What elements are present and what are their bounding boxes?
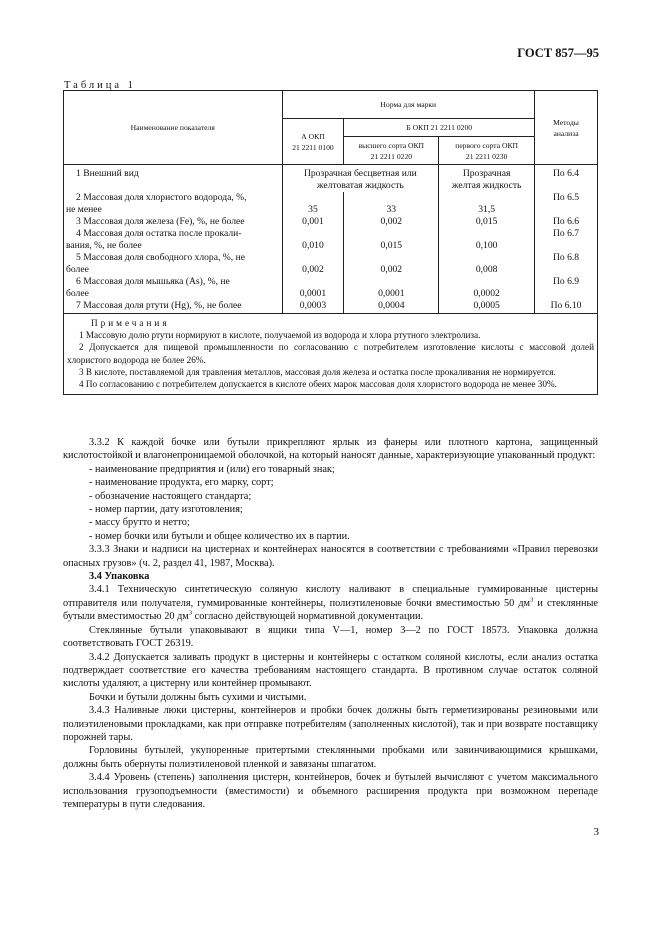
- value-line: Прозрачная: [462, 168, 511, 179]
- value-line: желтоватая жидкость: [316, 180, 404, 191]
- row-value-b2: [439, 165, 535, 193]
- row-value-b1: 0,002: [344, 216, 439, 228]
- row-value-b2: 0,100: [439, 228, 535, 252]
- name-line: вания, %, не более: [66, 240, 142, 251]
- text-run: согласно действующей нормативной документации.: [192, 611, 424, 623]
- row-value-b1: 0,0001: [344, 276, 439, 300]
- table-row: [64, 192, 598, 216]
- row-method: По 6.9: [535, 276, 598, 300]
- row-value-a: 0,010: [282, 228, 344, 252]
- table-row: [64, 216, 598, 228]
- name-line: 4 Массовая доля остатка после прокали-: [76, 228, 242, 239]
- row-name: [64, 228, 283, 252]
- row-value-b2: 0,0005: [439, 300, 535, 314]
- text-run: и стеклянные бутыли вместимостью 20 дм: [63, 597, 598, 623]
- row-value-b1: 0,015: [344, 228, 439, 252]
- row-method: По 6.6: [535, 216, 598, 228]
- value-line: желтая жидкость: [451, 180, 522, 191]
- row-method: По 6.4: [535, 165, 598, 193]
- standard-header: ГОСТ 857—95: [517, 46, 599, 60]
- row-value-a: 0,001: [282, 216, 344, 228]
- name-line: 2 Массовая доля хлористого водорода, %,: [76, 192, 247, 203]
- table-row: [64, 228, 598, 252]
- row-value-b2: 31,5: [439, 192, 535, 216]
- name-line: не менее: [66, 204, 102, 215]
- col-header-norm: Норма для марки: [282, 91, 535, 119]
- value-line: Прозрачная бесцветная или: [303, 168, 417, 179]
- list-item: - обозначение настоящего стандарта;: [89, 490, 252, 502]
- row-value-a: 0,0003: [282, 300, 344, 314]
- superscript: 3: [188, 609, 193, 617]
- list-item: - номер партии, дату изготовления;: [89, 504, 243, 516]
- list-item: - массу брутто и нетто;: [89, 517, 190, 529]
- row-value-a-b1: [282, 165, 439, 193]
- paragraph-3-3-3: 3.3.3 Знаки и надписи на цистернах и контейнерах наносятся в соответствии с требованиями «Правил перевозки опасных грузов» (ч. 2, раздел 41, 1987, Москва).: [63, 544, 598, 569]
- notes-title: Примечания: [91, 318, 170, 328]
- note-1: 1 Массовую долю ртути нормируют в кислоте, получаемой из водорода и хлора ртутного электролиза.: [79, 330, 481, 341]
- specs-table: [63, 90, 598, 314]
- list-item: - номер бочки или бутыли и общее количество их в партии.: [89, 530, 350, 542]
- row-value-a: 0,002: [282, 252, 344, 276]
- paragraph-3-3-2: 3.3.2 К каждой бочке или бутыли прикрепляют ярлык из фанеры или плотного картона, защищенный кислотостойкой и влагонепроницаемой оболочкой, на который наносят данные, характеризующие упакованный продукт:: [63, 437, 598, 462]
- paragraph-3-4-1: [63, 583, 598, 623]
- row-method: По 6.5: [535, 192, 598, 216]
- paragraph-3-4-1-cont: Стеклянные бутыли упаковывают в ящики типа V—1, номер 3—2 по ГОСТ 18573. Упаковка должна соответствовать ГОСТ 26319.: [63, 624, 598, 650]
- table-caption: Таблица 1: [64, 80, 136, 91]
- row-value-b2: 0,015: [439, 216, 535, 228]
- row-value-b1: 0,002: [344, 252, 439, 276]
- table-notes: [63, 314, 598, 395]
- name-line: 5 Массовая доля свободного хлора, %, не: [76, 252, 245, 263]
- paragraph-3-4-4: 3.4.4 Уровень (степень) заполнения цистерн, контейнеров, бочек и бутылей вычисляют с учетом максимального использования грузоподъемности (вместимости) и объемного расширения продукта при возможном перепаде температуры в пути следования.: [63, 772, 598, 810]
- paragraph-3-4-2: 3.4.2 Допускается заливать продукт в цистерны и контейнеры с остатком соляной кислоты, если анализ остатка подтверждает соответствие его качества требованиям настоящего стандарта. В противном случае остаток соляной кислоты удаляют, а цистерну или контейнер промывают.: [63, 651, 598, 690]
- row-method: По 6.7: [535, 228, 598, 252]
- row-method: По 6.8: [535, 252, 598, 276]
- paragraph-3-4-3-cont: Горловины бутылей, укупоренные притертыми стеклянными пробками или завинчивающимися крышками, должны быть обернуты полиэтиленовой пленкой и завязаны шпагатом.: [63, 745, 598, 770]
- col-header-grade-b-top: высшего сорта ОКП 21 2211 0220: [344, 137, 439, 165]
- row-value-b1: 33: [344, 192, 439, 216]
- list-item: - наименование предприятия и (или) его товарный знак;: [89, 463, 335, 475]
- note-3: 3 В кислоте, поставляемой для травления металлов, массовая доля железа и остатка после прокаливания не нормируется.: [79, 366, 556, 377]
- row-value-a: 35: [282, 192, 344, 216]
- note-4: 4 По согласованию с потребителем допускается в кислоте обеих марок массовая доля хлористого водорода не менее 30%.: [79, 379, 557, 390]
- name-line: 6 Массовая доля мышьяка (As), %, не: [76, 276, 230, 287]
- table-row: [64, 276, 598, 300]
- table-row: [64, 300, 598, 314]
- row-name: 7 Массовая доля ртути (Hg), %, не более: [64, 300, 283, 314]
- col-header-name: Наименование показателя: [64, 91, 283, 165]
- col-header-grade-b-first: первого сорта ОКП 21 2211 0230: [439, 137, 535, 165]
- row-name: [64, 252, 283, 276]
- row-value-b2: 0,0002: [439, 276, 535, 300]
- row-value-b2: 0,008: [439, 252, 535, 276]
- specs-table-block: [63, 90, 598, 395]
- row-value-a: 0,0001: [282, 276, 344, 300]
- name-line: более: [66, 288, 89, 299]
- note-2: 2 Допускается для пищевой промышленности по согласованию с потребителем изготовление кислоты с массовой долей хлористого водорода не более 26%.: [67, 342, 594, 365]
- col-header-grade-b: Б ОКП 21 2211 0200: [344, 119, 535, 137]
- name-line: более: [66, 264, 89, 275]
- section-heading-3-4: 3.4 Упаковка: [89, 571, 150, 583]
- col-header-grade-a: А ОКП 21 2211 0100: [282, 119, 344, 165]
- col-header-method: Методы анализа: [535, 91, 598, 165]
- row-method: По 6.10: [535, 300, 598, 314]
- row-name: [64, 192, 283, 216]
- row-name: [64, 276, 283, 300]
- row-name: 1 Внешний вид: [64, 165, 283, 193]
- paragraph-3-4-2-cont: Бочки и бутыли должны быть сухими и чистыми.: [89, 691, 307, 703]
- row-value-b1: 0,0004: [344, 300, 439, 314]
- table-row: [64, 165, 598, 193]
- row-name: 3 Массовая доля железа (Fe), %, не более: [64, 216, 283, 228]
- list-item: - наименование продукта, его марку, сорт;: [89, 477, 274, 489]
- body-text: [63, 436, 598, 811]
- superscript: 3: [530, 596, 534, 604]
- page-number: 3: [593, 826, 599, 838]
- text-run: 3.4.1 Техническую синтетическую соляную кислоту наливают в специальные гуммированные цистерны отправителя или получателя, гуммированные контейнеры, полиэтиленовые бочки вместимостью 50 дм: [63, 584, 598, 609]
- paragraph-3-4-3: 3.4.3 Наливные люки цистерны, контейнеров и пробки бочек должны быть герметизированы резиновыми или полиэтиленовыми прокладками, как при отправке потребителям (заполненных кислотой), так и при возврате поставщику порожней тары.: [63, 705, 598, 743]
- table-row: [64, 252, 598, 276]
